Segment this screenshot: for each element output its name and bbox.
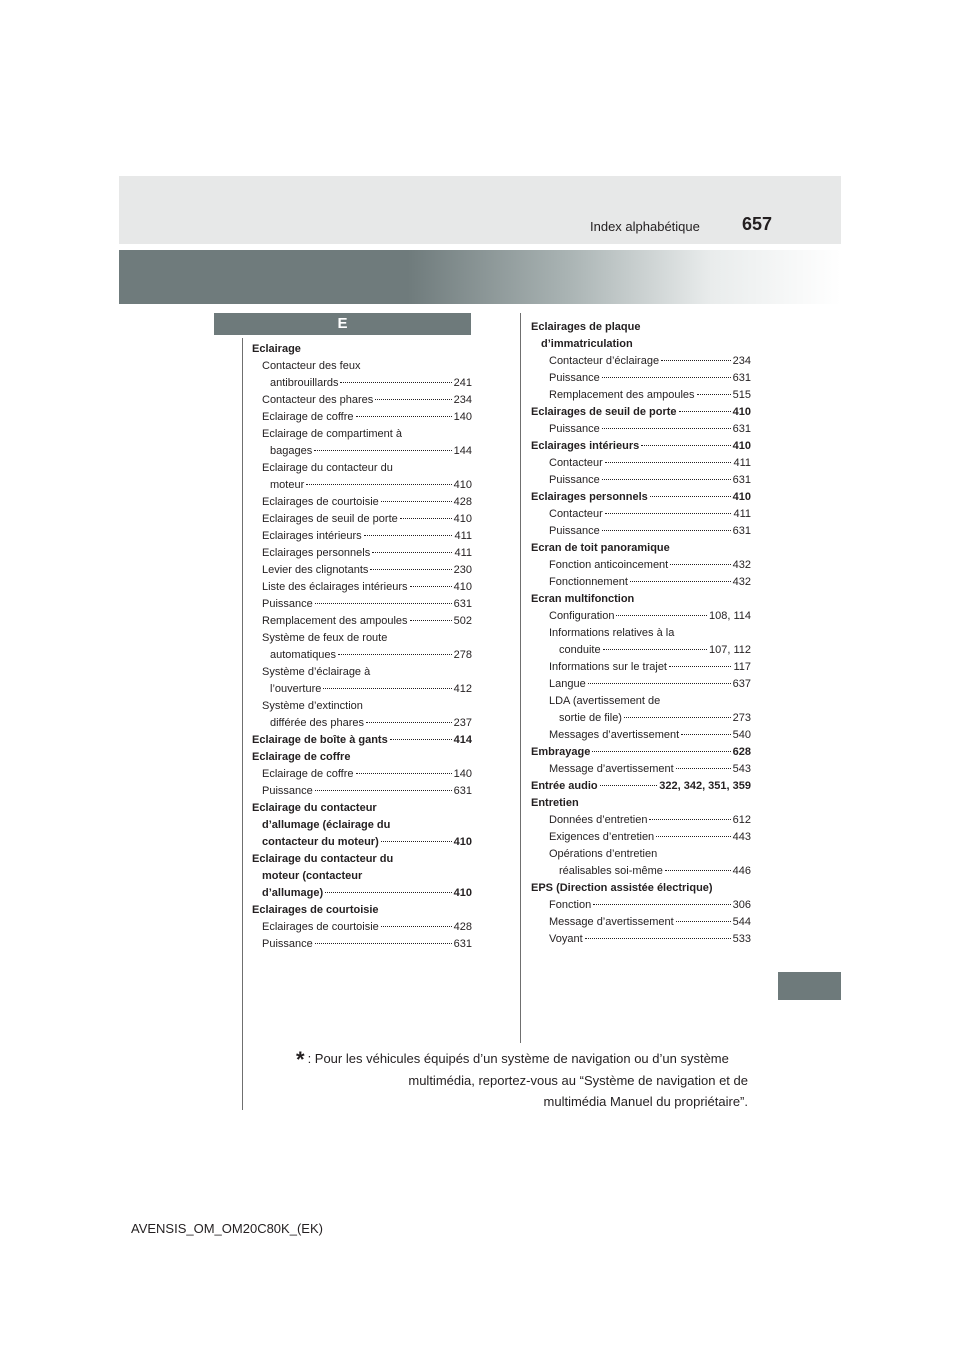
entry-text: Puissance — [549, 474, 600, 486]
entry-page: 234 — [453, 394, 472, 406]
entry-page: 443 — [732, 831, 751, 843]
index-column-right — [531, 319, 751, 948]
index-entry — [252, 426, 472, 443]
index-entry — [252, 341, 472, 358]
entry-text: bagages — [270, 445, 313, 457]
dot-leader — [670, 564, 730, 565]
index-entry — [531, 370, 751, 387]
entry-page: 410 — [453, 836, 472, 848]
index-entry — [531, 880, 751, 897]
document-code: AVENSIS_OM_OM20C80K_(EK) — [131, 1221, 323, 1236]
entry-text: Informations relatives à la — [549, 627, 675, 639]
footnote-line-1: : Pour les véhicules équipés d’un système de navigation ou d’un système — [307, 1051, 729, 1066]
entry-text: Eclairage du contacteur du — [252, 853, 394, 865]
entry-text: Contacteur — [549, 457, 603, 469]
entry-page: 631 — [732, 372, 751, 384]
dot-leader — [375, 399, 451, 400]
entry-text: Liste des éclairages intérieurs — [262, 581, 408, 593]
index-entry — [252, 613, 472, 630]
footnote — [296, 1048, 748, 1112]
entry-text: Eclairage de boîte à gants — [252, 734, 388, 746]
entry-page: 411 — [733, 508, 751, 520]
dot-leader — [650, 496, 731, 497]
index-entry — [252, 375, 472, 392]
dot-leader — [314, 450, 451, 451]
entry-text: LDA (avertissement de — [549, 695, 661, 707]
index-entry — [252, 664, 472, 681]
entry-page: 410 — [732, 440, 751, 452]
dot-leader — [400, 518, 452, 519]
dot-leader — [410, 620, 452, 621]
dot-leader — [338, 654, 452, 655]
dot-leader — [602, 530, 731, 531]
dot-leader — [323, 688, 451, 689]
index-column-left — [252, 341, 472, 953]
entry-page: 237 — [453, 717, 472, 729]
index-entry — [252, 409, 472, 426]
entry-text: réalisables soi-même — [559, 865, 663, 877]
index-entry — [531, 438, 751, 455]
dot-leader — [381, 926, 452, 927]
chapter-side-tab — [778, 972, 841, 1000]
footnote-line-3: multimédia Manuel du propriétaire”. — [543, 1094, 748, 1109]
entry-text: d’allumage) — [262, 887, 324, 899]
entry-text: Eclairages de courtoisie — [252, 904, 379, 916]
index-entry — [531, 931, 751, 948]
entry-text: Système de feux de route — [262, 632, 388, 644]
gradient-banner — [119, 250, 841, 304]
entry-text: conduite — [559, 644, 601, 656]
index-entry — [531, 489, 751, 506]
index-entry — [531, 863, 751, 880]
entry-page: 241 — [453, 377, 472, 389]
index-entry — [531, 591, 751, 608]
dot-leader — [356, 416, 452, 417]
entry-text: Eclairage de compartiment à — [262, 428, 403, 440]
entry-text: Données d’entretien — [549, 814, 648, 826]
entry-text: Eclairage du contacteur — [252, 802, 377, 814]
dot-leader — [356, 773, 452, 774]
entry-text: Fonction anticoincement — [549, 559, 669, 571]
index-entry — [531, 659, 751, 676]
entry-page: 631 — [453, 785, 472, 797]
index-entry — [252, 358, 472, 375]
index-entry — [252, 477, 472, 494]
entry-page: 631 — [732, 525, 751, 537]
index-entry — [252, 834, 472, 851]
dot-leader — [649, 819, 730, 820]
entry-page: 411 — [733, 457, 751, 469]
dot-leader — [661, 360, 731, 361]
entry-text: sortie de file) — [559, 712, 622, 724]
index-entry — [531, 727, 751, 744]
entry-text: Eclairage de coffre — [252, 751, 351, 763]
index-entry — [531, 693, 751, 710]
entry-page: 533 — [732, 933, 751, 945]
entry-text: Ecran de toit panoramique — [531, 542, 670, 554]
dot-leader — [315, 790, 452, 791]
entry-page: 306 — [732, 899, 751, 911]
footnote-marker: * — [296, 1047, 305, 1072]
index-entry — [531, 455, 751, 472]
entry-text: Langue — [549, 678, 586, 690]
entry-page: 612 — [732, 814, 751, 826]
index-entry — [252, 443, 472, 460]
dot-leader — [679, 411, 731, 412]
header-band — [119, 176, 841, 244]
index-entry — [531, 625, 751, 642]
entry-page: 144 — [453, 445, 472, 457]
entry-text: moteur — [270, 479, 305, 491]
entry-text: Exigences d’entretien — [549, 831, 655, 843]
entry-text: Informations sur le trajet — [549, 661, 667, 673]
index-entry — [531, 540, 751, 557]
entry-page: 108, 114 — [708, 610, 751, 622]
entry-text: Levier des clignotants — [262, 564, 369, 576]
entry-page: 446 — [732, 865, 751, 877]
entry-page: 631 — [732, 423, 751, 435]
entry-page: 278 — [453, 649, 472, 661]
index-entry — [252, 800, 472, 817]
index-entry — [252, 868, 472, 885]
entry-page: 544 — [732, 916, 751, 928]
entry-text: Puissance — [262, 785, 313, 797]
entry-text: d’immatriculation — [541, 338, 633, 350]
entry-text: Remplacement des ampoules — [549, 389, 695, 401]
index-entry — [531, 574, 751, 591]
index-entry — [531, 897, 751, 914]
dot-leader — [585, 938, 731, 939]
index-entry — [252, 732, 472, 749]
index-entry — [252, 766, 472, 783]
entry-text: Puissance — [549, 423, 600, 435]
index-entry — [252, 460, 472, 477]
dot-leader — [381, 841, 452, 842]
dot-leader — [630, 581, 731, 582]
entry-page: 140 — [453, 768, 472, 780]
entry-text: Remplacement des ampoules — [262, 615, 408, 627]
entry-text: Eclairages de seuil de porte — [262, 513, 398, 525]
left-column-divider — [242, 338, 243, 1110]
index-entry — [531, 812, 751, 829]
entry-page: 273 — [732, 712, 751, 724]
index-entry — [531, 523, 751, 540]
entry-page: 540 — [732, 729, 751, 741]
entry-text: Eclairages de plaque — [531, 321, 641, 333]
index-entry — [531, 336, 751, 353]
index-entry — [252, 528, 472, 545]
dot-leader — [372, 552, 452, 553]
entry-text: Eclairages de courtoisie — [262, 921, 379, 933]
entry-text: Fonction — [549, 899, 592, 911]
entry-page: 428 — [453, 921, 472, 933]
dot-leader — [592, 751, 730, 752]
dot-leader — [381, 501, 452, 502]
entry-text: Système d’extinction — [262, 700, 363, 712]
entry-page: 543 — [732, 763, 751, 775]
dot-leader — [641, 445, 730, 446]
entry-text: Embrayage — [531, 746, 591, 758]
dot-leader — [600, 785, 658, 786]
entry-text: Eclairage du contacteur du — [262, 462, 393, 474]
entry-page: 410 — [453, 479, 472, 491]
entry-page: 410 — [453, 887, 472, 899]
entry-text: automatiques — [270, 649, 337, 661]
index-entry — [252, 579, 472, 596]
page-number: 657 — [742, 214, 773, 234]
index-entry — [531, 829, 751, 846]
dot-leader — [602, 479, 731, 480]
index-entry — [531, 642, 751, 659]
index-entry — [252, 783, 472, 800]
entry-text: Contacteur des phares — [262, 394, 374, 406]
index-entry — [531, 846, 751, 863]
entry-text: Message d’avertissement — [549, 763, 674, 775]
dot-leader — [676, 921, 731, 922]
entry-text: Message d’avertissement — [549, 916, 674, 928]
dot-leader — [315, 603, 452, 604]
dot-leader — [676, 768, 731, 769]
entry-text: Puissance — [549, 525, 600, 537]
index-entry — [252, 494, 472, 511]
dot-leader — [366, 722, 452, 723]
index-entry — [252, 715, 472, 732]
entry-page: 107, 112 — [708, 644, 751, 656]
entry-page: 410 — [453, 513, 472, 525]
entry-page: 410 — [732, 491, 751, 503]
index-entry — [531, 421, 751, 438]
entry-text: Eclairages intérieurs — [531, 440, 640, 452]
index-entry — [252, 902, 472, 919]
entry-text: antibrouillards — [270, 377, 339, 389]
index-entry — [252, 647, 472, 664]
entry-page: 631 — [453, 598, 472, 610]
entry-page: 637 — [732, 678, 751, 690]
footnote-line-2: multimédia, reportez-vous au “Système de navigation et de — [408, 1073, 748, 1088]
entry-text: Ecran multifonction — [531, 593, 635, 605]
entry-page: 410 — [732, 406, 751, 418]
entry-text: Eclairage de coffre — [262, 768, 354, 780]
entry-page: 414 — [453, 734, 472, 746]
entry-text: Eclairages personnels — [262, 547, 371, 559]
entry-text: moteur (contacteur — [262, 870, 363, 882]
entry-page: 411 — [454, 547, 472, 559]
center-column-divider — [520, 313, 521, 1043]
entry-text: Eclairages intérieurs — [262, 530, 362, 542]
index-entry — [252, 392, 472, 409]
entry-text: Contacteur d’éclairage — [549, 355, 660, 367]
entry-page: 410 — [453, 581, 472, 593]
index-entry — [252, 562, 472, 579]
entry-text: Configuration — [549, 610, 615, 622]
entry-page: 412 — [453, 683, 472, 695]
index-entry — [252, 596, 472, 613]
dot-leader — [602, 377, 731, 378]
entry-page: 432 — [732, 559, 751, 571]
entry-text: Contacteur des feux — [262, 360, 361, 372]
entry-text: différée des phares — [270, 717, 364, 729]
dot-leader — [605, 513, 732, 514]
entry-page: 502 — [453, 615, 472, 627]
dot-leader — [306, 484, 451, 485]
index-entry — [252, 630, 472, 647]
dot-leader — [315, 943, 452, 944]
dot-leader — [681, 734, 730, 735]
entry-page: 140 — [453, 411, 472, 423]
entry-text: l’ouverture — [270, 683, 322, 695]
index-entry — [531, 744, 751, 761]
entry-page: 411 — [454, 530, 472, 542]
entry-text: Système d’éclairage à — [262, 666, 371, 678]
index-entry — [531, 319, 751, 336]
index-entry — [531, 557, 751, 574]
index-entry — [531, 676, 751, 693]
index-entry — [252, 681, 472, 698]
index-entry — [531, 387, 751, 404]
section-title: Index alphabétique — [590, 219, 700, 234]
dot-leader — [624, 717, 731, 718]
entry-page: 322, 342, 351, 359 — [659, 780, 751, 792]
index-entry — [252, 919, 472, 936]
index-letter-tab: E — [214, 313, 471, 335]
entry-text: Entrée audio — [531, 780, 598, 792]
index-entry — [252, 885, 472, 902]
dot-leader — [602, 428, 731, 429]
dot-leader — [390, 739, 452, 740]
entry-page: 234 — [732, 355, 751, 367]
entry-text: Entretien — [531, 797, 579, 809]
entry-text: Fonctionnement — [549, 576, 628, 588]
entry-page: 428 — [453, 496, 472, 508]
entry-text: Eclairages de courtoisie — [262, 496, 379, 508]
index-entry — [531, 353, 751, 370]
entry-text: contacteur du moteur) — [262, 836, 379, 848]
entry-text: Eclairage de coffre — [262, 411, 354, 423]
dot-leader — [665, 870, 731, 871]
index-entry — [531, 761, 751, 778]
dot-leader — [593, 904, 730, 905]
index-entry — [252, 749, 472, 766]
index-entry — [252, 545, 472, 562]
entry-text: d’allumage (éclairage du — [262, 819, 391, 831]
dot-leader — [697, 394, 731, 395]
index-entry — [531, 506, 751, 523]
dot-leader — [364, 535, 453, 536]
entry-text: Eclairage — [252, 343, 301, 355]
index-entry — [252, 817, 472, 834]
entry-page: 515 — [732, 389, 751, 401]
entry-text: Voyant — [549, 933, 583, 945]
dot-leader — [616, 615, 707, 616]
entry-page: 631 — [453, 938, 472, 950]
index-entry — [252, 698, 472, 715]
entry-text: Contacteur — [549, 508, 603, 520]
dot-leader — [656, 836, 730, 837]
dot-leader — [603, 649, 707, 650]
index-entry — [252, 511, 472, 528]
dot-leader — [325, 892, 452, 893]
dot-leader — [370, 569, 451, 570]
index-entry — [531, 710, 751, 727]
index-entry — [252, 936, 472, 953]
entry-text: Eclairages personnels — [531, 491, 648, 503]
index-entry — [531, 778, 751, 795]
entry-page: 230 — [453, 564, 472, 576]
entry-page: 631 — [732, 474, 751, 486]
entry-page: 432 — [732, 576, 751, 588]
entry-text: Eclairages de seuil de porte — [531, 406, 677, 418]
index-entry — [531, 404, 751, 421]
entry-page: 628 — [732, 746, 751, 758]
entry-text: Puissance — [262, 938, 313, 950]
entry-text: Messages d’avertissement — [549, 729, 680, 741]
index-entry — [531, 472, 751, 489]
dot-leader — [605, 462, 732, 463]
dot-leader — [340, 382, 451, 383]
entry-text: Puissance — [549, 372, 600, 384]
index-entry — [252, 851, 472, 868]
entry-page: 117 — [733, 661, 751, 673]
index-entry — [531, 608, 751, 625]
entry-text: Puissance — [262, 598, 313, 610]
dot-leader — [669, 666, 731, 667]
entry-text: Opérations d’entretien — [549, 848, 658, 860]
index-entry — [531, 914, 751, 931]
entry-text: EPS (Direction assistée électrique) — [531, 882, 713, 894]
dot-leader — [588, 683, 731, 684]
index-entry — [531, 795, 751, 812]
dot-leader — [410, 586, 452, 587]
